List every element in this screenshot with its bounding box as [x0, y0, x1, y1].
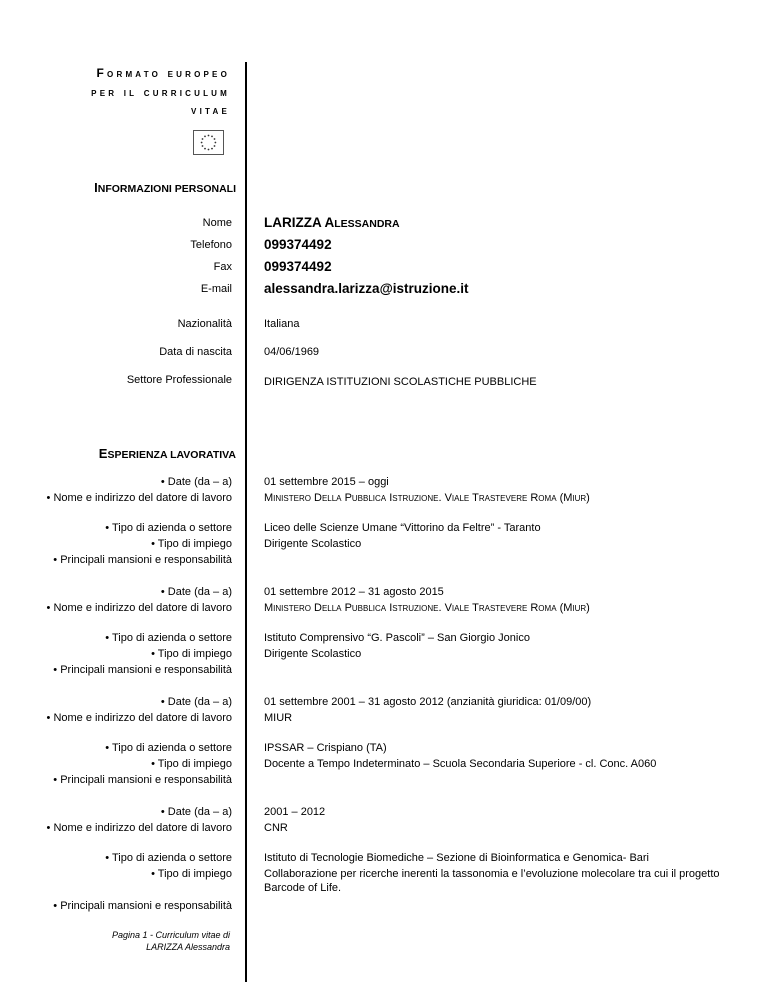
label-employer: • Nome e indirizzo del datore di lavoro	[46, 822, 232, 834]
header-line-2: per il curriculum	[91, 85, 230, 99]
label-employer: • Nome e indirizzo del datore di lavoro	[46, 712, 232, 724]
entry-dates: 2001 – 2012	[264, 806, 326, 818]
page-footer	[112, 929, 230, 953]
label-duties: • Principali mansioni e responsabilità	[53, 774, 232, 786]
name-label: Nome	[202, 217, 232, 229]
entry-type: Istituto Comprensivo “G. Pascoli” – San Giorgio Jonico	[264, 632, 530, 644]
label-job: • Tipo di impiego	[151, 758, 232, 770]
birth-value: 04/06/1969	[264, 346, 320, 358]
phone-value: 099374492	[264, 237, 332, 252]
label-duties: • Principali mansioni e responsabilità	[53, 554, 232, 566]
name-value: LARIZZA ALESSANDRA	[264, 215, 400, 230]
nationality-value: Italiana	[264, 318, 300, 330]
label-employer: • Nome e indirizzo del datore di lavoro	[46, 602, 232, 614]
label-type: • Tipo di azienda o settore	[105, 742, 232, 754]
email-value[interactable]: alessandra.larizza@istruzione.it	[264, 281, 469, 296]
sector-label: Settore Professionale	[126, 374, 232, 386]
footer-line-1: Pagina 1 - Curriculum vitae di	[111, 930, 230, 940]
fax-label: Fax	[213, 261, 232, 273]
label-dates: • Date (da – a)	[160, 586, 232, 598]
entry-job: Docente a Tempo Indeterminato – Scuola Secondaria Superiore - cl. Conc. A060	[264, 758, 657, 770]
vertical-divider	[245, 62, 247, 982]
label-duties: • Principali mansioni e responsabilità	[53, 900, 232, 912]
entry-employer: Ministero Della Pubblica Istruzione. Viale Trastevere Roma (Miur)	[264, 492, 590, 504]
entry-dates: 01 settembre 2012 – 31 agosto 2015	[264, 586, 444, 598]
email-label: E-mail	[200, 283, 232, 295]
entry-type: IPSSAR – Crispiano (TA)	[264, 742, 387, 754]
phone-label: Telefono	[190, 239, 232, 251]
entry-employer: CNR	[264, 822, 288, 834]
header-line-1: Formato europeo	[96, 66, 230, 80]
label-employer: • Nome e indirizzo del datore di lavoro	[46, 492, 232, 504]
label-duties: • Principali mansioni e responsabilità	[53, 664, 232, 676]
entry-employer: Ministero Della Pubblica Istruzione. Viale Trastevere Roma (Miur)	[264, 602, 590, 614]
label-job: • Tipo di impiego	[151, 538, 232, 550]
entry-job: Collaborazione per ricerche inerenti la tassonomia e l’evoluzione molecolare tra cui il progetto Barcode of Life.	[264, 868, 720, 894]
label-dates: • Date (da – a)	[160, 476, 232, 488]
header-line-3: vitae	[191, 103, 230, 117]
label-job: • Tipo di impiego	[151, 868, 232, 880]
birth-label: Data di nascita	[159, 346, 232, 358]
label-type: • Tipo di azienda o settore	[105, 632, 232, 644]
label-dates: • Date (da – a)	[160, 806, 232, 818]
sector-value: DIRIGENZA ISTITUZIONI SCOLASTICHE PUBBLICHE	[264, 376, 537, 388]
footer-line-2: LARIZZA Alessandra	[146, 942, 230, 952]
entry-dates: 01 settembre 2001 – 31 agosto 2012 (anzianità giuridica: 01/09/00)	[264, 696, 592, 708]
fax-value: 099374492	[264, 259, 332, 274]
entry-type: Istituto di Tecnologie Biomediche – Sezione di Bioinformatica e Genomica- Bari	[264, 852, 649, 864]
entry-job: Dirigente Scolastico	[264, 538, 362, 550]
entry-job: Dirigente Scolastico	[264, 648, 362, 660]
entry-dates: 01 settembre 2015 – oggi	[264, 476, 389, 488]
label-job: • Tipo di impiego	[151, 648, 232, 660]
label-dates: • Date (da – a)	[160, 696, 232, 708]
entry-employer: MIUR	[264, 712, 293, 724]
section-title-personal: INFORMAZIONI PERSONALI	[94, 180, 236, 195]
label-type: • Tipo di azienda o settore	[105, 852, 232, 864]
nationality-label: Nazionalità	[177, 318, 232, 330]
label-type: • Tipo di azienda o settore	[105, 522, 232, 534]
entry-type: Liceo delle Scienze Umane “Vittorino da Feltre” - Taranto	[264, 522, 541, 534]
section-title-experience: ESPERIENZA LAVORATIVA	[98, 446, 236, 461]
eu-flag-icon	[193, 130, 224, 155]
